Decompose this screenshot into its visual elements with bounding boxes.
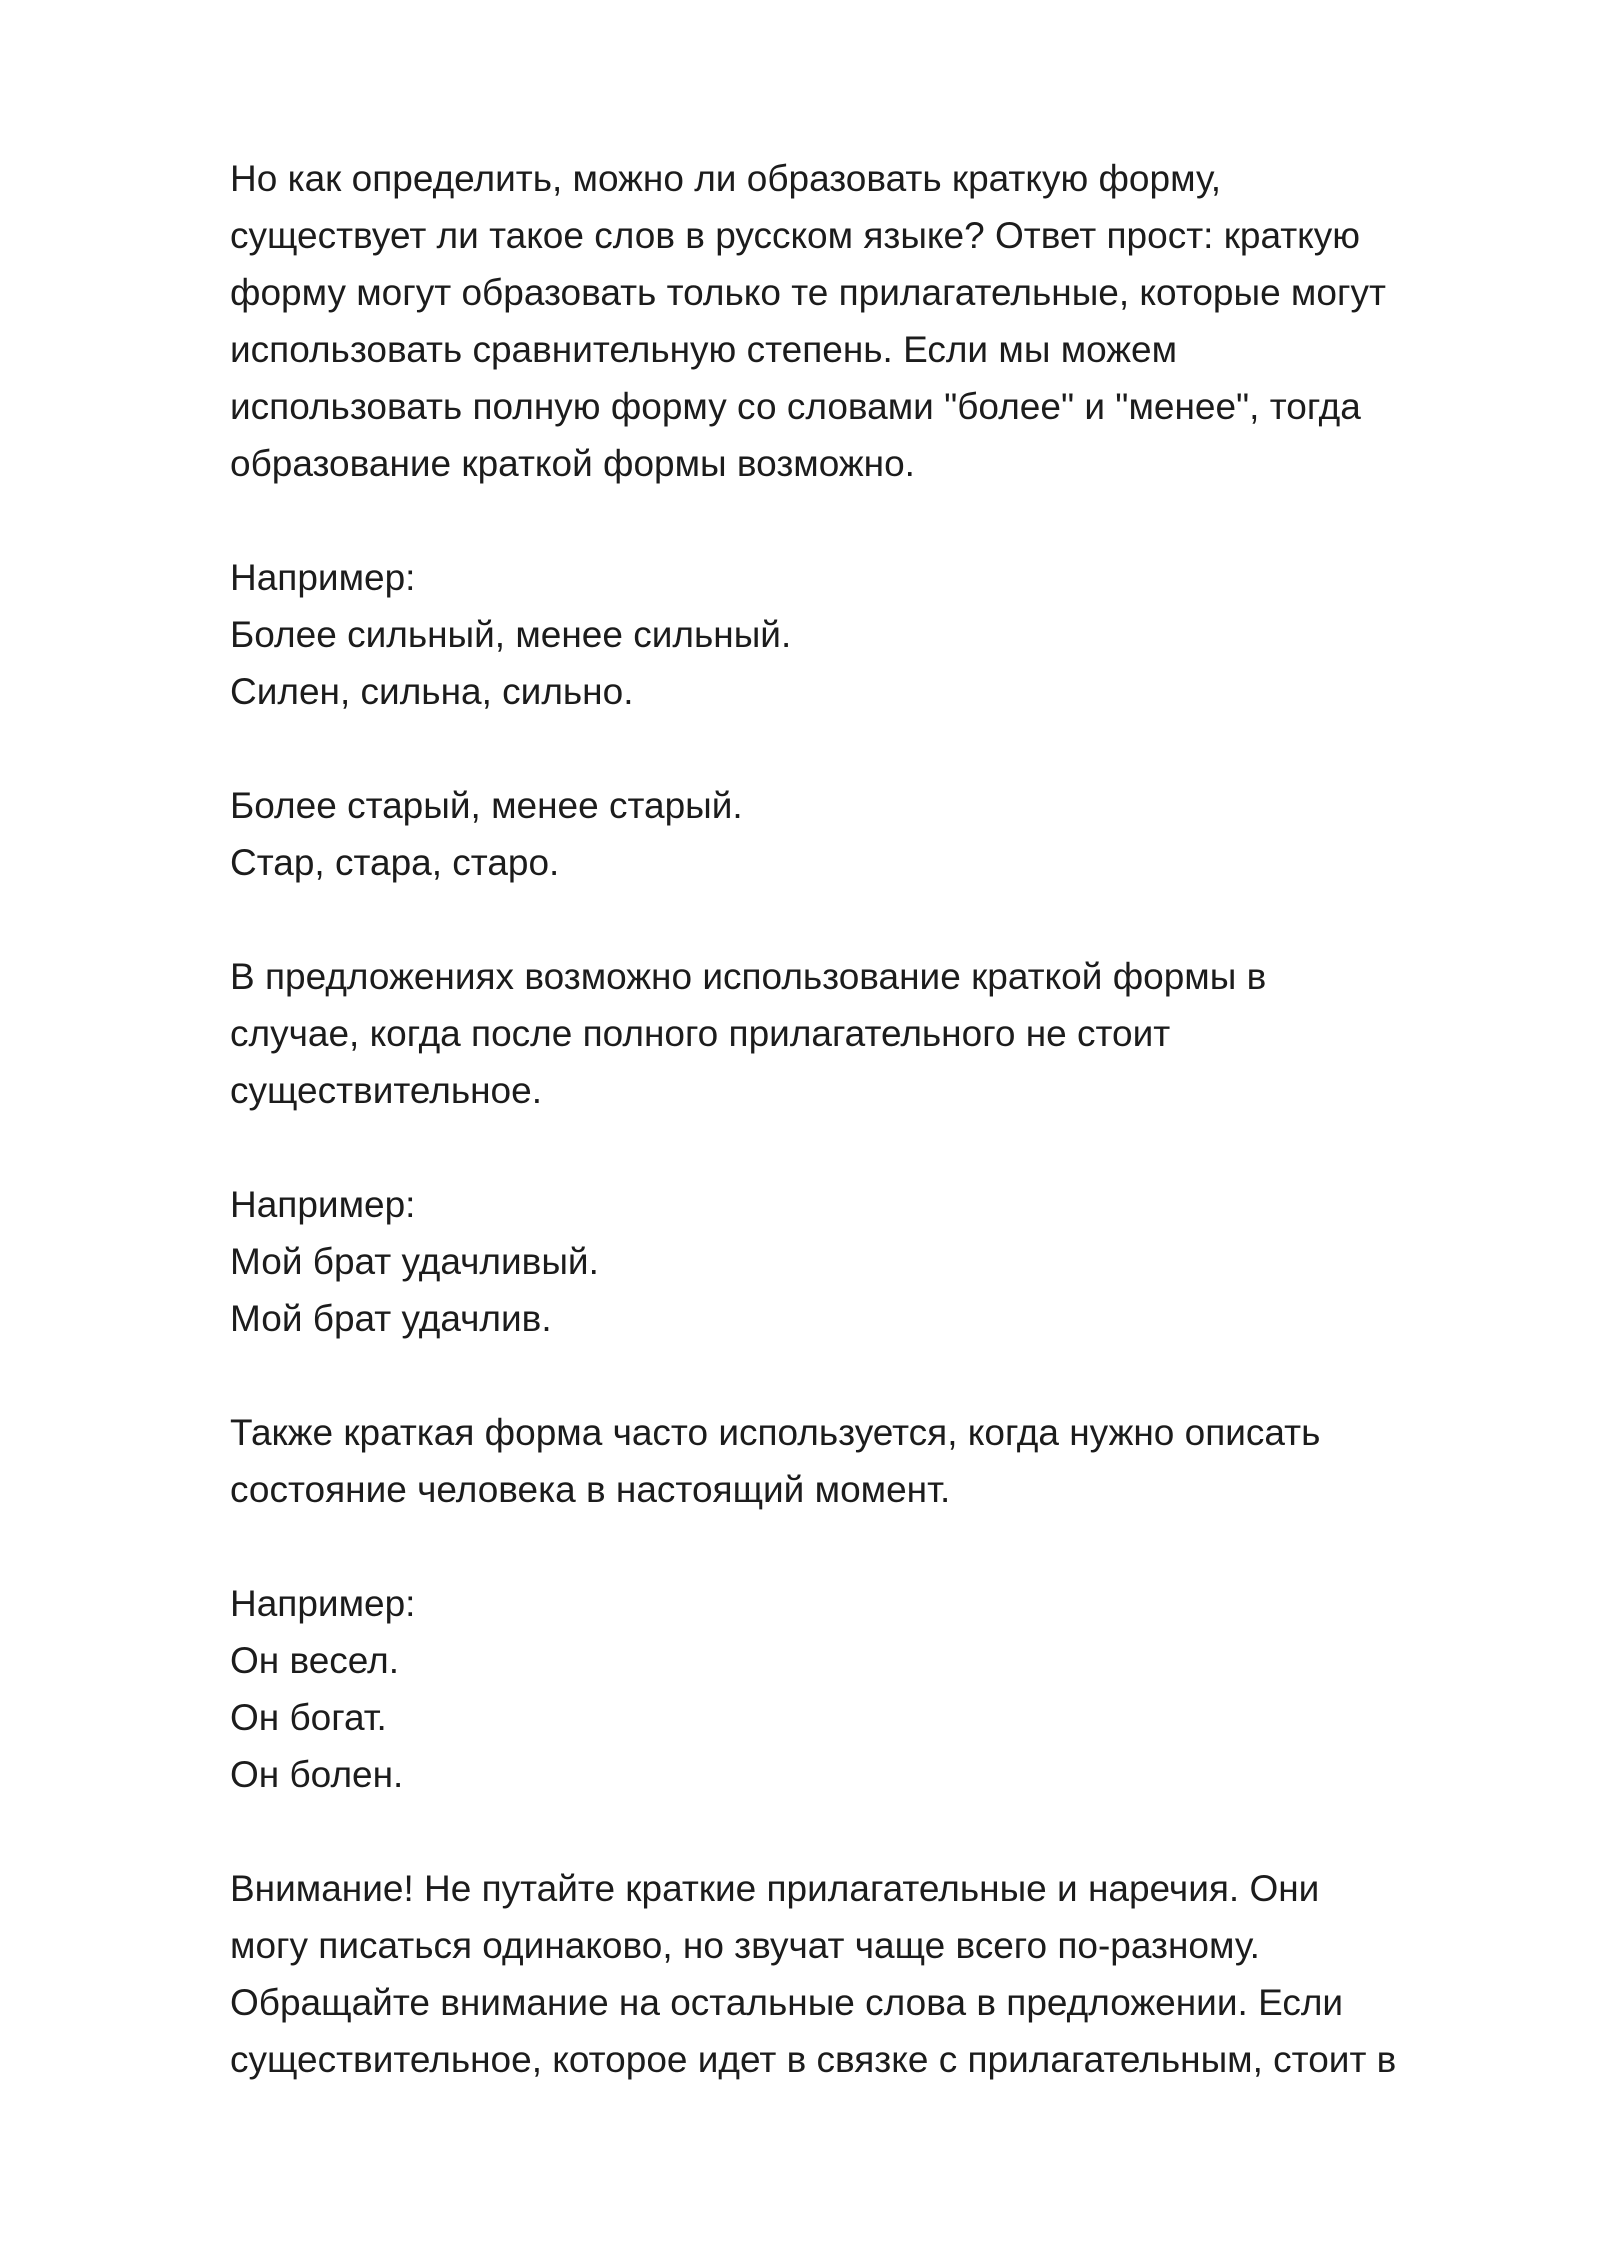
paragraph — [230, 549, 1530, 720]
text-line: Внимание! Не путайте краткие прилагательные и наречия. Они — [230, 1868, 1320, 1909]
text-line: Мой брат удачливый. — [230, 1241, 599, 1282]
text-line: использовать сравнительную степень. Если мы можем — [230, 329, 1178, 370]
text-line: Он болен. — [230, 1754, 404, 1795]
text-line: случае, когда после полного прилагательного не стоит — [230, 1013, 1171, 1054]
text-line: Обращайте внимание на остальные слова в предложении. Если — [230, 1982, 1344, 2023]
text-line: Например: — [230, 1184, 416, 1225]
text-line: существует ли такое слов в русском языке? Ответ прост: краткую — [230, 215, 1361, 256]
text-line: использовать полную форму со словами "более" и "менее", тогда — [230, 386, 1361, 427]
text-line: Стар, стара, старо. — [230, 842, 560, 883]
text-line: Но как определить, можно ли образовать краткую форму, — [230, 158, 1222, 199]
text-line: Например: — [230, 557, 416, 598]
text-line: Более сильный, менее сильный. — [230, 614, 792, 655]
text-line: Он весел. — [230, 1640, 400, 1681]
text-line: В предложениях возможно использование краткой формы в — [230, 956, 1267, 997]
text-line: Он богат. — [230, 1697, 387, 1738]
document-body — [230, 150, 1530, 2088]
text-line: существительное. — [230, 1070, 542, 1111]
paragraph — [230, 948, 1530, 1119]
paragraph — [230, 1404, 1530, 1518]
text-line: образование краткой формы возможно. — [230, 443, 915, 484]
paragraph — [230, 1176, 1530, 1347]
text-line: могу писаться одинаково, но звучат чаще всего по-разному. — [230, 1925, 1260, 1966]
text-line: Мой брат удачлив. — [230, 1298, 552, 1339]
paragraph — [230, 150, 1530, 492]
text-line: Силен, сильна, сильно. — [230, 671, 634, 712]
text-line: Более старый, менее старый. — [230, 785, 743, 826]
paragraph — [230, 1860, 1530, 2088]
text-line: Также краткая форма часто используется, когда нужно описать — [230, 1412, 1321, 1453]
paragraph — [230, 1575, 1530, 1803]
text-line: существительное, которое идет в связке с прилагательным, стоит в — [230, 2039, 1397, 2080]
paragraph — [230, 777, 1530, 891]
text-line: форму могут образовать только те прилагательные, которые могут — [230, 272, 1386, 313]
text-line: состояние человека в настоящий момент. — [230, 1469, 951, 1510]
text-line: Например: — [230, 1583, 416, 1624]
